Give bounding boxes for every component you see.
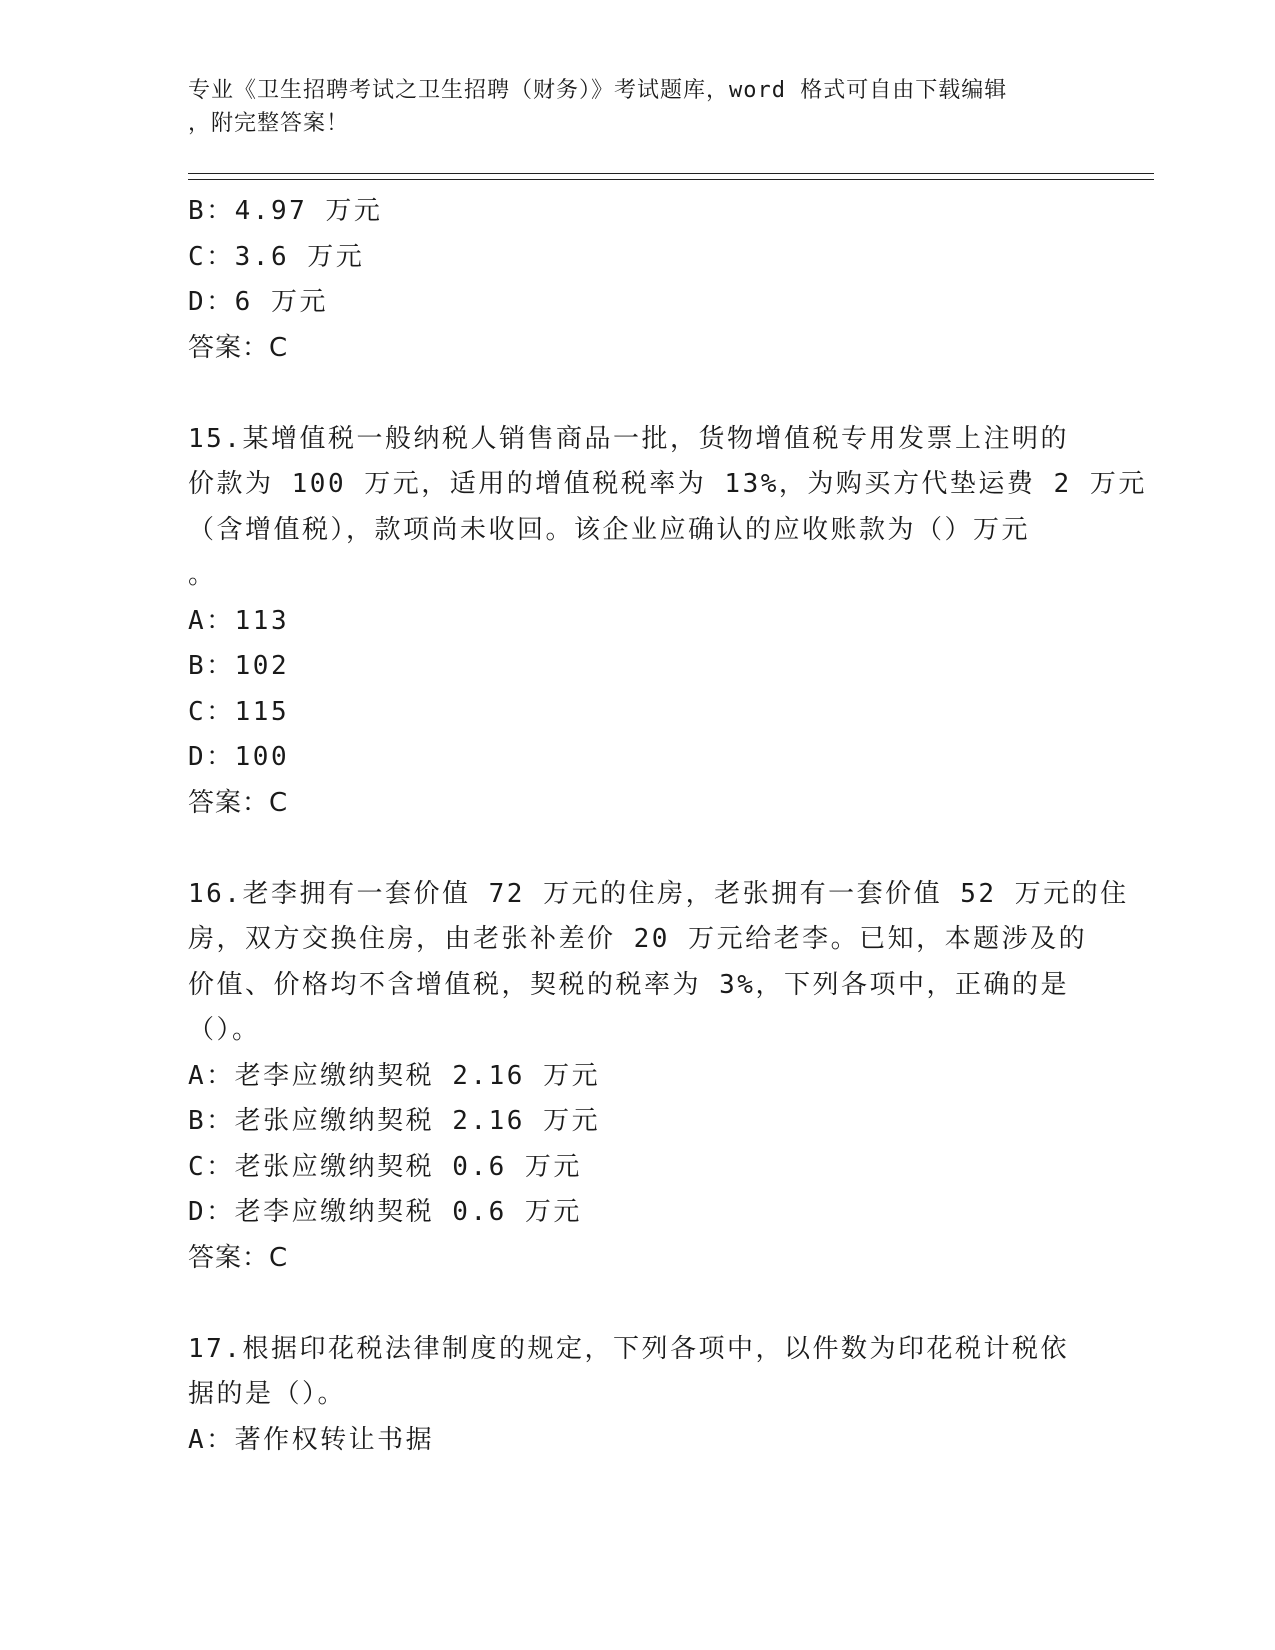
option-a: A：113 xyxy=(188,605,290,636)
option-b: B：102 xyxy=(188,651,290,681)
question-text-line: 价值、价格均不含增值税，契税的税率为 3%，下列各项中，正确的是 xyxy=(188,969,1069,1000)
spacer xyxy=(188,826,1088,872)
option-b: B：老张应缴纳契税 2.16 万元 xyxy=(188,1106,601,1136)
option-d: D：6 万元 xyxy=(188,287,328,317)
option-d: D：老李应缴纳契税 0.6 万元 xyxy=(188,1197,582,1227)
question-17 xyxy=(188,1327,1088,1464)
question-14-tail xyxy=(188,189,1088,371)
option-a: A：著作权转让书据 xyxy=(188,1424,435,1455)
document-header xyxy=(188,74,1068,140)
question-text-line: 15.某增值税一般纳税人销售商品一批，货物增值税专用发票上注明的 xyxy=(188,423,1069,454)
question-text-line: 17.根据印花税法律制度的规定，下列各项中，以件数为印花税计税依 xyxy=(188,1333,1069,1364)
question-text-line: 价款为 100 万元，适用的增值税税率为 13%，为购买方代垫运费 2 万元 xyxy=(188,469,1147,499)
option-c: C：3.6 万元 xyxy=(188,241,365,272)
answer: 答案：C xyxy=(188,1242,289,1273)
question-15 xyxy=(188,417,1147,827)
question-list xyxy=(188,189,1147,1463)
question-text-line: 。 xyxy=(188,560,217,590)
question-16 xyxy=(188,872,1129,1282)
option-c: C：老张应缴纳契税 0.6 万元 xyxy=(188,1151,582,1182)
question-text-line: 房，双方交换住房，由老张补差价 20 万元给老李。已知，本题涉及的 xyxy=(188,924,1088,954)
option-b: B：4.97 万元 xyxy=(188,196,383,226)
question-text-line: （）。 xyxy=(188,1015,261,1045)
option-d: D：100 xyxy=(188,742,290,772)
header-title-line-2: ，附完整答案！ xyxy=(188,111,350,136)
header-divider-top xyxy=(188,173,1154,174)
question-text-line: 据的是（）。 xyxy=(188,1379,347,1409)
spacer xyxy=(188,1281,1088,1327)
question-text-line: 16.老李拥有一套价值 72 万元的住房，老张拥有一套价值 52 万元的住 xyxy=(188,878,1129,909)
spacer xyxy=(188,371,1088,417)
option-a: A：老李应缴纳契税 2.16 万元 xyxy=(188,1060,601,1091)
header-title-line-1: 专业《卫生招聘考试之卫生招聘（财务）》考试题库，word 格式可自由下载编辑 xyxy=(188,78,1008,103)
option-c: C：115 xyxy=(188,696,290,727)
answer: 答案：C xyxy=(188,332,289,363)
header-divider-bottom xyxy=(188,179,1154,180)
question-text-line: （含增值税），款项尚未收回。该企业应确认的应收账款为（）万元 xyxy=(188,514,1031,545)
answer: 答案：C xyxy=(188,787,289,818)
